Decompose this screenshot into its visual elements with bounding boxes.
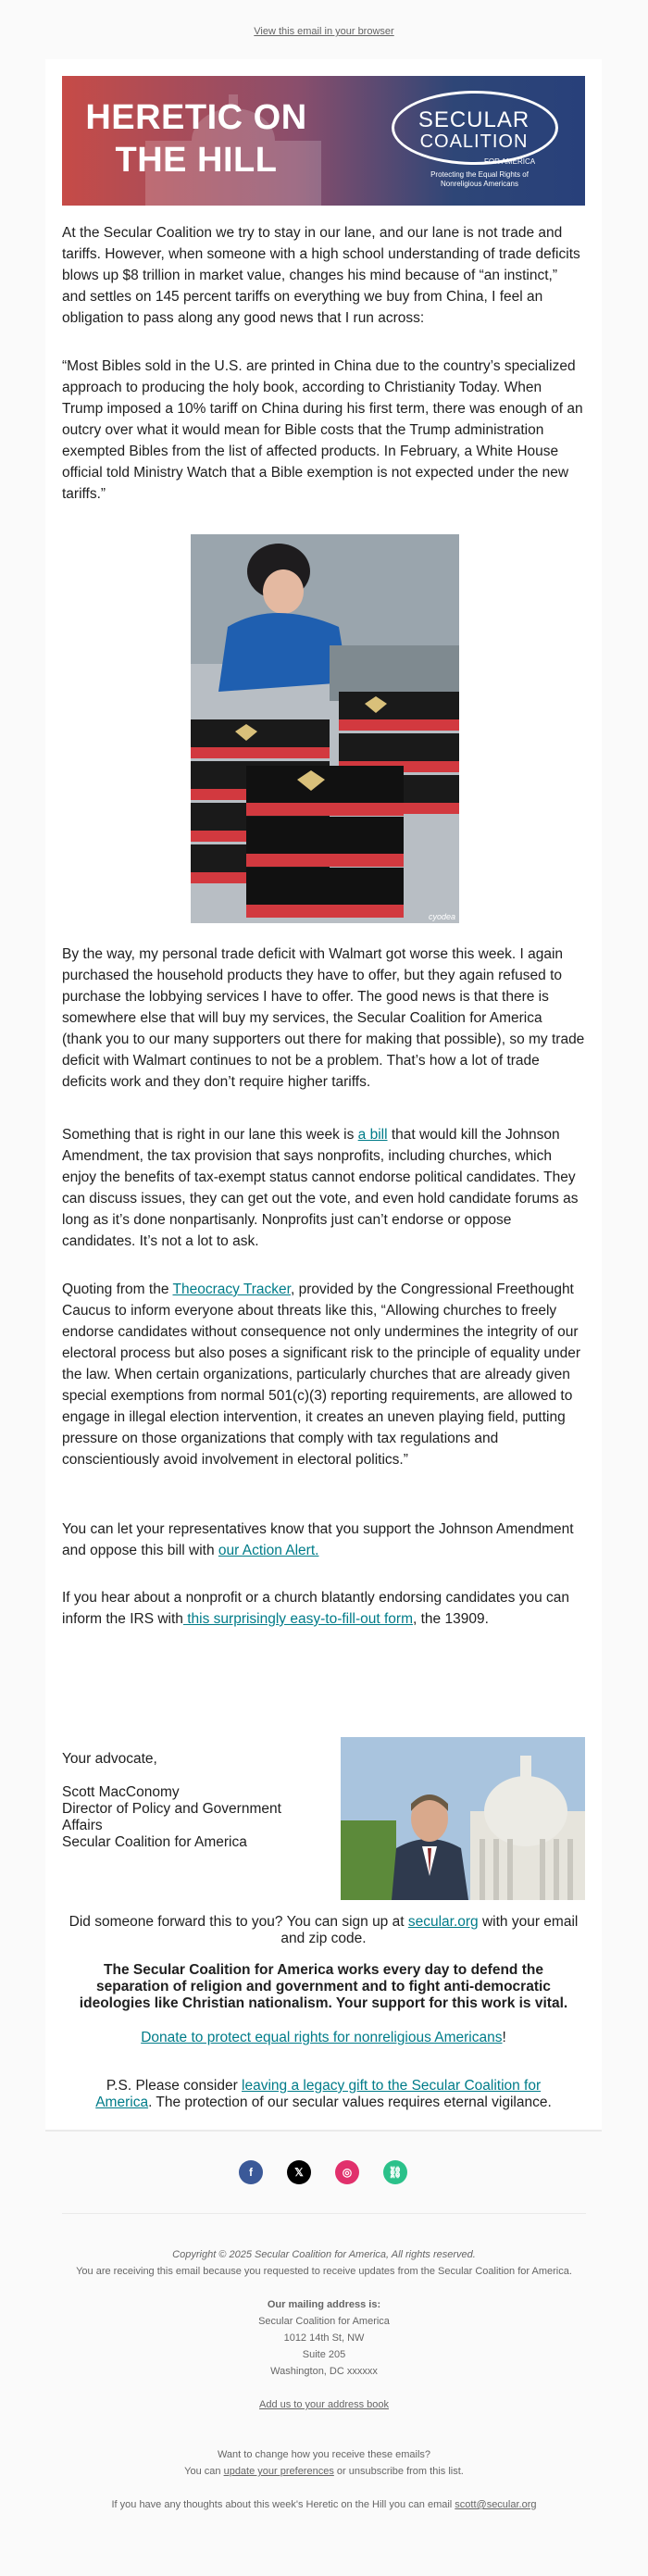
preheader [0, 0, 648, 59]
instagram-icon[interactable]: ◎ [335, 2160, 359, 2184]
donate-link[interactable]: Donate to protect equal rights for nonreligious Americans [141, 2030, 503, 2045]
change-question: Want to change how you receive these emails? [217, 2449, 431, 2460]
address-line4: Washington, DC xxxxxx [270, 2366, 378, 2377]
bible-stacks-illustration [191, 534, 459, 923]
logo-secular: SECULAR [417, 107, 530, 132]
receiving-notice: You are receiving this email because you requested to receive updates from the Secular Coalition for America. [76, 2266, 572, 2277]
secular-org-link[interactable]: secular.org [407, 1914, 479, 1930]
legacy-gift-link[interactable]: leaving a legacy gift to the Secular Coalition for America [95, 2078, 542, 2110]
donate-line: Donate to protect equal rights for nonreligious Americans! [141, 2030, 506, 2045]
footer [0, 2246, 648, 2513]
facebook-icon[interactable]: f [239, 2160, 263, 2184]
paragraph-johnson-amendment: Something that is right in our lane this week is a bill that would kill the Johnson Amendment, the tax provision that says nonprofits, including churches, which enjoy the benefits of tax-exempt status cannot endorse political candidates. They can discuss issues, they can get out the vote, and even hold candidate forums as long as it’s done nonpartisanly. Nonprofits just can’t endorse or oppose candidates. It’s not a lot to ask. [62, 1127, 579, 1249]
address-line1: Secular Coalition for America [258, 2316, 390, 2327]
paragraph-irs-form: If you hear about a nonprofit or a church blatantly endorsing candidates you can inform the IRS with this surprisingly easy-to-fill-out form, the 13909. [62, 1590, 570, 1627]
email-scott-link[interactable]: scott@secular.org [455, 2499, 537, 2510]
thoughts-line: If you have any thoughts about this week's Heretic on the Hill you can email scott@secular.org [111, 2499, 537, 2510]
paragraph-walmart: By the way, my personal trade deficit with Walmart got worse this week. I again purchased the household products they have to offer, but they again refused to purchase the lobbying services I have to offer. The good news is that there is somewhere else that will buy my services, the Secular Coalition for America (thank you to our many supporters out there for making that possible), so my trade deficit with Walmart continues to not be a problem. That’s how a lot of trade deficits work and they don’t require higher tariffs. [62, 946, 585, 1090]
action-alert-link[interactable]: our Action Alert. [218, 1543, 319, 1558]
paragraph-quote-bibles: “Most Bibles sold in the U.S. are printed in China due to the country’s specialized approach to producing the holy book, according to Christianity Today. When Trump imposed a 10% tariff on China during his first term, there was enough of an outcry over what it would mean for Bible costs that the Trump administration exempted Bibles from the list of affected products. In February, a White House official told Ministry Watch that a Bible exemption is not expected under the new tariffs.” [62, 358, 583, 502]
signature-block [62, 1751, 312, 1851]
logo-tagline: Protecting the Equal Rights of Nonreligious Americans [430, 170, 529, 188]
email-card [45, 59, 602, 2132]
paragraph-theocracy-tracker: Quoting from the Theocracy Tracker, provided by the Congressional Freethought Caucus to inform everyone about threats like this, “Allowing churches to freely endorse candidates without consequence not only undermines the integrity of our electoral process but also poses a significant risk to the principle of equality under the law. When certain organizations, particularly churches that are already given special exemptions from normal 501(c)(3) reporting requirements, are allowed to engage in illegal election intervention, it creates an uneven playing field, putting pressure on those organizations that comply with tax regulations and conscientiously avoid involvement in electoral politics.” [62, 1282, 581, 1468]
author-photo [341, 1737, 585, 1900]
photo-watermark: cyodea [428, 912, 455, 921]
address-line2: 1012 14th St, NW [283, 2332, 365, 2344]
logo-coalition: COALITION [419, 131, 529, 152]
logo-for-america: FOR AMERICA [484, 157, 536, 166]
copyright: Copyright © 2025 Secular Coalition for America, All rights reserved. [172, 2249, 476, 2260]
header-banner [62, 76, 585, 206]
paragraph-action-alert: You can let your representatives know that you support the Johnson Amendment and oppose this bill with our Action Alert. [62, 1521, 574, 1558]
signature-name: Scott MacConomy [62, 1784, 180, 1800]
view-in-browser-link[interactable]: View this email in your browser [254, 26, 394, 37]
signature-closing: Your advocate, [62, 1751, 157, 1767]
irs-form-link[interactable]: this surprisingly easy-to-fill-out form [182, 1611, 414, 1627]
banner-title-line1: HERETIC ON [85, 98, 307, 137]
footer-divider [62, 2213, 586, 2214]
banner-title [81, 96, 312, 181]
author-capitol-illustration [341, 1737, 585, 1900]
signature-title: Director of Policy and Government Affairs [62, 1801, 281, 1833]
update-preferences-link[interactable]: update your preferences [223, 2466, 334, 2477]
bill-link[interactable]: a bill [357, 1127, 388, 1143]
update-preferences-line: You can update your preferences or unsubscribe from this list. [184, 2466, 464, 2477]
theocracy-tracker-link[interactable]: Theocracy Tracker [172, 1282, 291, 1297]
signature-org: Secular Coalition for America [62, 1834, 247, 1850]
address-book-link[interactable]: Add us to your address book [258, 2399, 390, 2410]
website-link-icon[interactable]: ⛓ [383, 2160, 407, 2184]
paragraph-intro: At the Secular Coalition we try to stay in our lane, and our lane is not trade and tariffs. However, when someone with a high school understanding of trade deficits blows up $8 trillion in market value, changes his mind because of “an instinct,” and settles on 145 percent tariffs on everything we buy from China, I feel an obligation to pass along any good news that I run across: [62, 225, 580, 326]
ps-line: P.S. Please consider leaving a legacy gift to the Secular Coalition for America. The protection of our secular values requires eternal vigilance. [95, 2078, 552, 2110]
address-line3: Suite 205 [302, 2349, 346, 2360]
x-icon[interactable]: 𝕏 [287, 2160, 311, 2184]
banner-title-line2: THE HILL [115, 141, 278, 180]
bible-factory-photo [191, 534, 459, 923]
forward-notice: Did someone forward this to you? You can sign up at secular.org with your email and zip code. [69, 1914, 579, 1946]
mission-statement: The Secular Coalition for America works every day to defend the separation of religion and government and to fight anti-democratic ideologies like Christian nationalism. Your support for this work is vital. [79, 1962, 568, 2011]
mailing-heading: Our mailing address is: [267, 2299, 381, 2310]
